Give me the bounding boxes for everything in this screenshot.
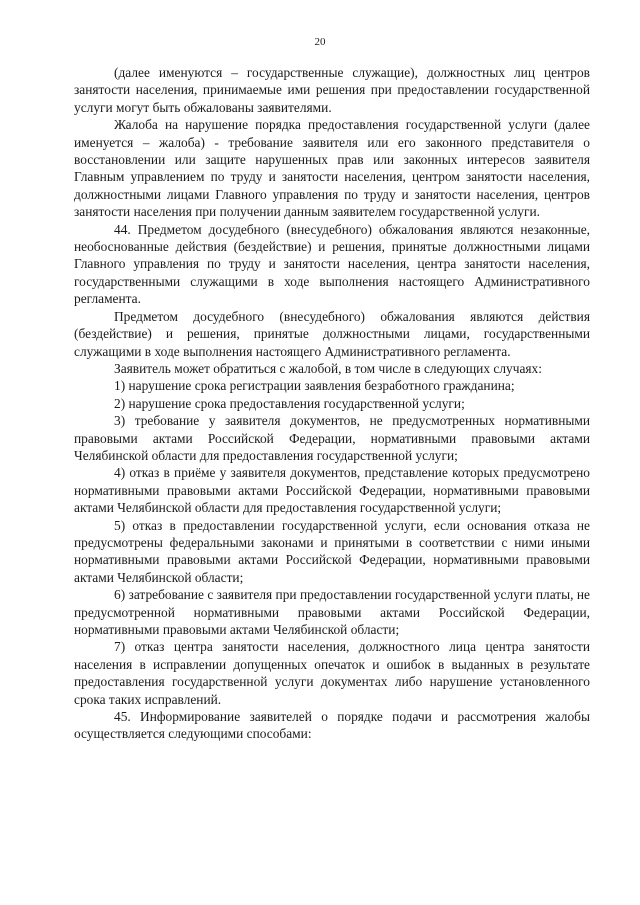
paragraph: 44. Предметом досудебного (внесудебного) обжалования являются незаконные, необоснованные действия (бездействие) и решения, принятые должностными лицами Главного управления по труду и занятости населения, центра занятости населения, государственными служащими в ходе выполнения настоящего Административного регламента. <box>74 221 590 307</box>
paragraph: (далее именуются – государственные служащие), должностных лиц центров занятости населения, принимаемые ими решения при предоставлении государственной услуги могут быть обжалованы заявителями. <box>74 65 590 115</box>
list-item: 7) отказ центра занятости населения, должностного лица центра занятости населения в исправлении допущенных опечаток и ошибок в выданных в результате предоставления государственной услуги документах либо нарушение установленного срока таких исправлений. <box>74 639 590 707</box>
paragraph: Заявитель может обратиться с жалобой, в том числе в следующих случаях: <box>114 360 542 376</box>
paragraph: Предметом досудебного (внесудебного) обжалования являются действия (бездействие) и решения, принятые должностными лицами, государственными служащими в ходе выполнения настоящего Административного регламента. <box>74 308 590 359</box>
list-item: 4) отказ в приёме у заявителя документов, представление которых предусмотрено нормативными правовыми актами Российской Федерации, нормативными правовыми актами Челябинской области для предоставления государственной услуги; <box>74 465 590 516</box>
list-item: 3) требование у заявителя документов, не предусмотренных нормативными правовыми актами Российской Федерации, нормативными правовыми актами Челябинской области для предоставления государственной услуги; <box>74 413 590 463</box>
list-item: 6) затребование с заявителя при предоставлении государственной услуги платы, не предусмотренной нормативными правовыми актами Российской Федерации, нормативными правовыми актами Челябинской области; <box>74 587 590 637</box>
list-item: 5) отказ в предоставлении государственной услуги, если основания отказа не предусмотрены федеральными законами и принятыми в соответствии с ними иными нормативными правовыми актами Российской Федерации, нормативными правовыми актами Челябинской области; <box>74 517 590 585</box>
page-number: 20 <box>314 36 326 48</box>
list-item: 1) нарушение срока регистрации заявления безработного гражданина; <box>114 378 515 394</box>
paragraph: 45. Информирование заявителей о порядке подачи и рассмотрения жалобы осуществляется следующими способами: <box>74 709 590 742</box>
list-item: 2) нарушение срока предоставления государственной услуги; <box>114 395 465 411</box>
document-body <box>74 64 590 743</box>
paragraph: Жалоба на нарушение порядка предоставления государственной услуги (далее именуется – жалоба) - требование заявителя или его законного представителя о восстановлении или защите нарушенных прав или законных интересов заявителя Главным управлением по труду и занятости населения, центром занятости населения, должностными лицами Главного управления по труду и занятости населения, центров занятости населения при получении данным заявителем государственной услуги. <box>74 117 590 220</box>
